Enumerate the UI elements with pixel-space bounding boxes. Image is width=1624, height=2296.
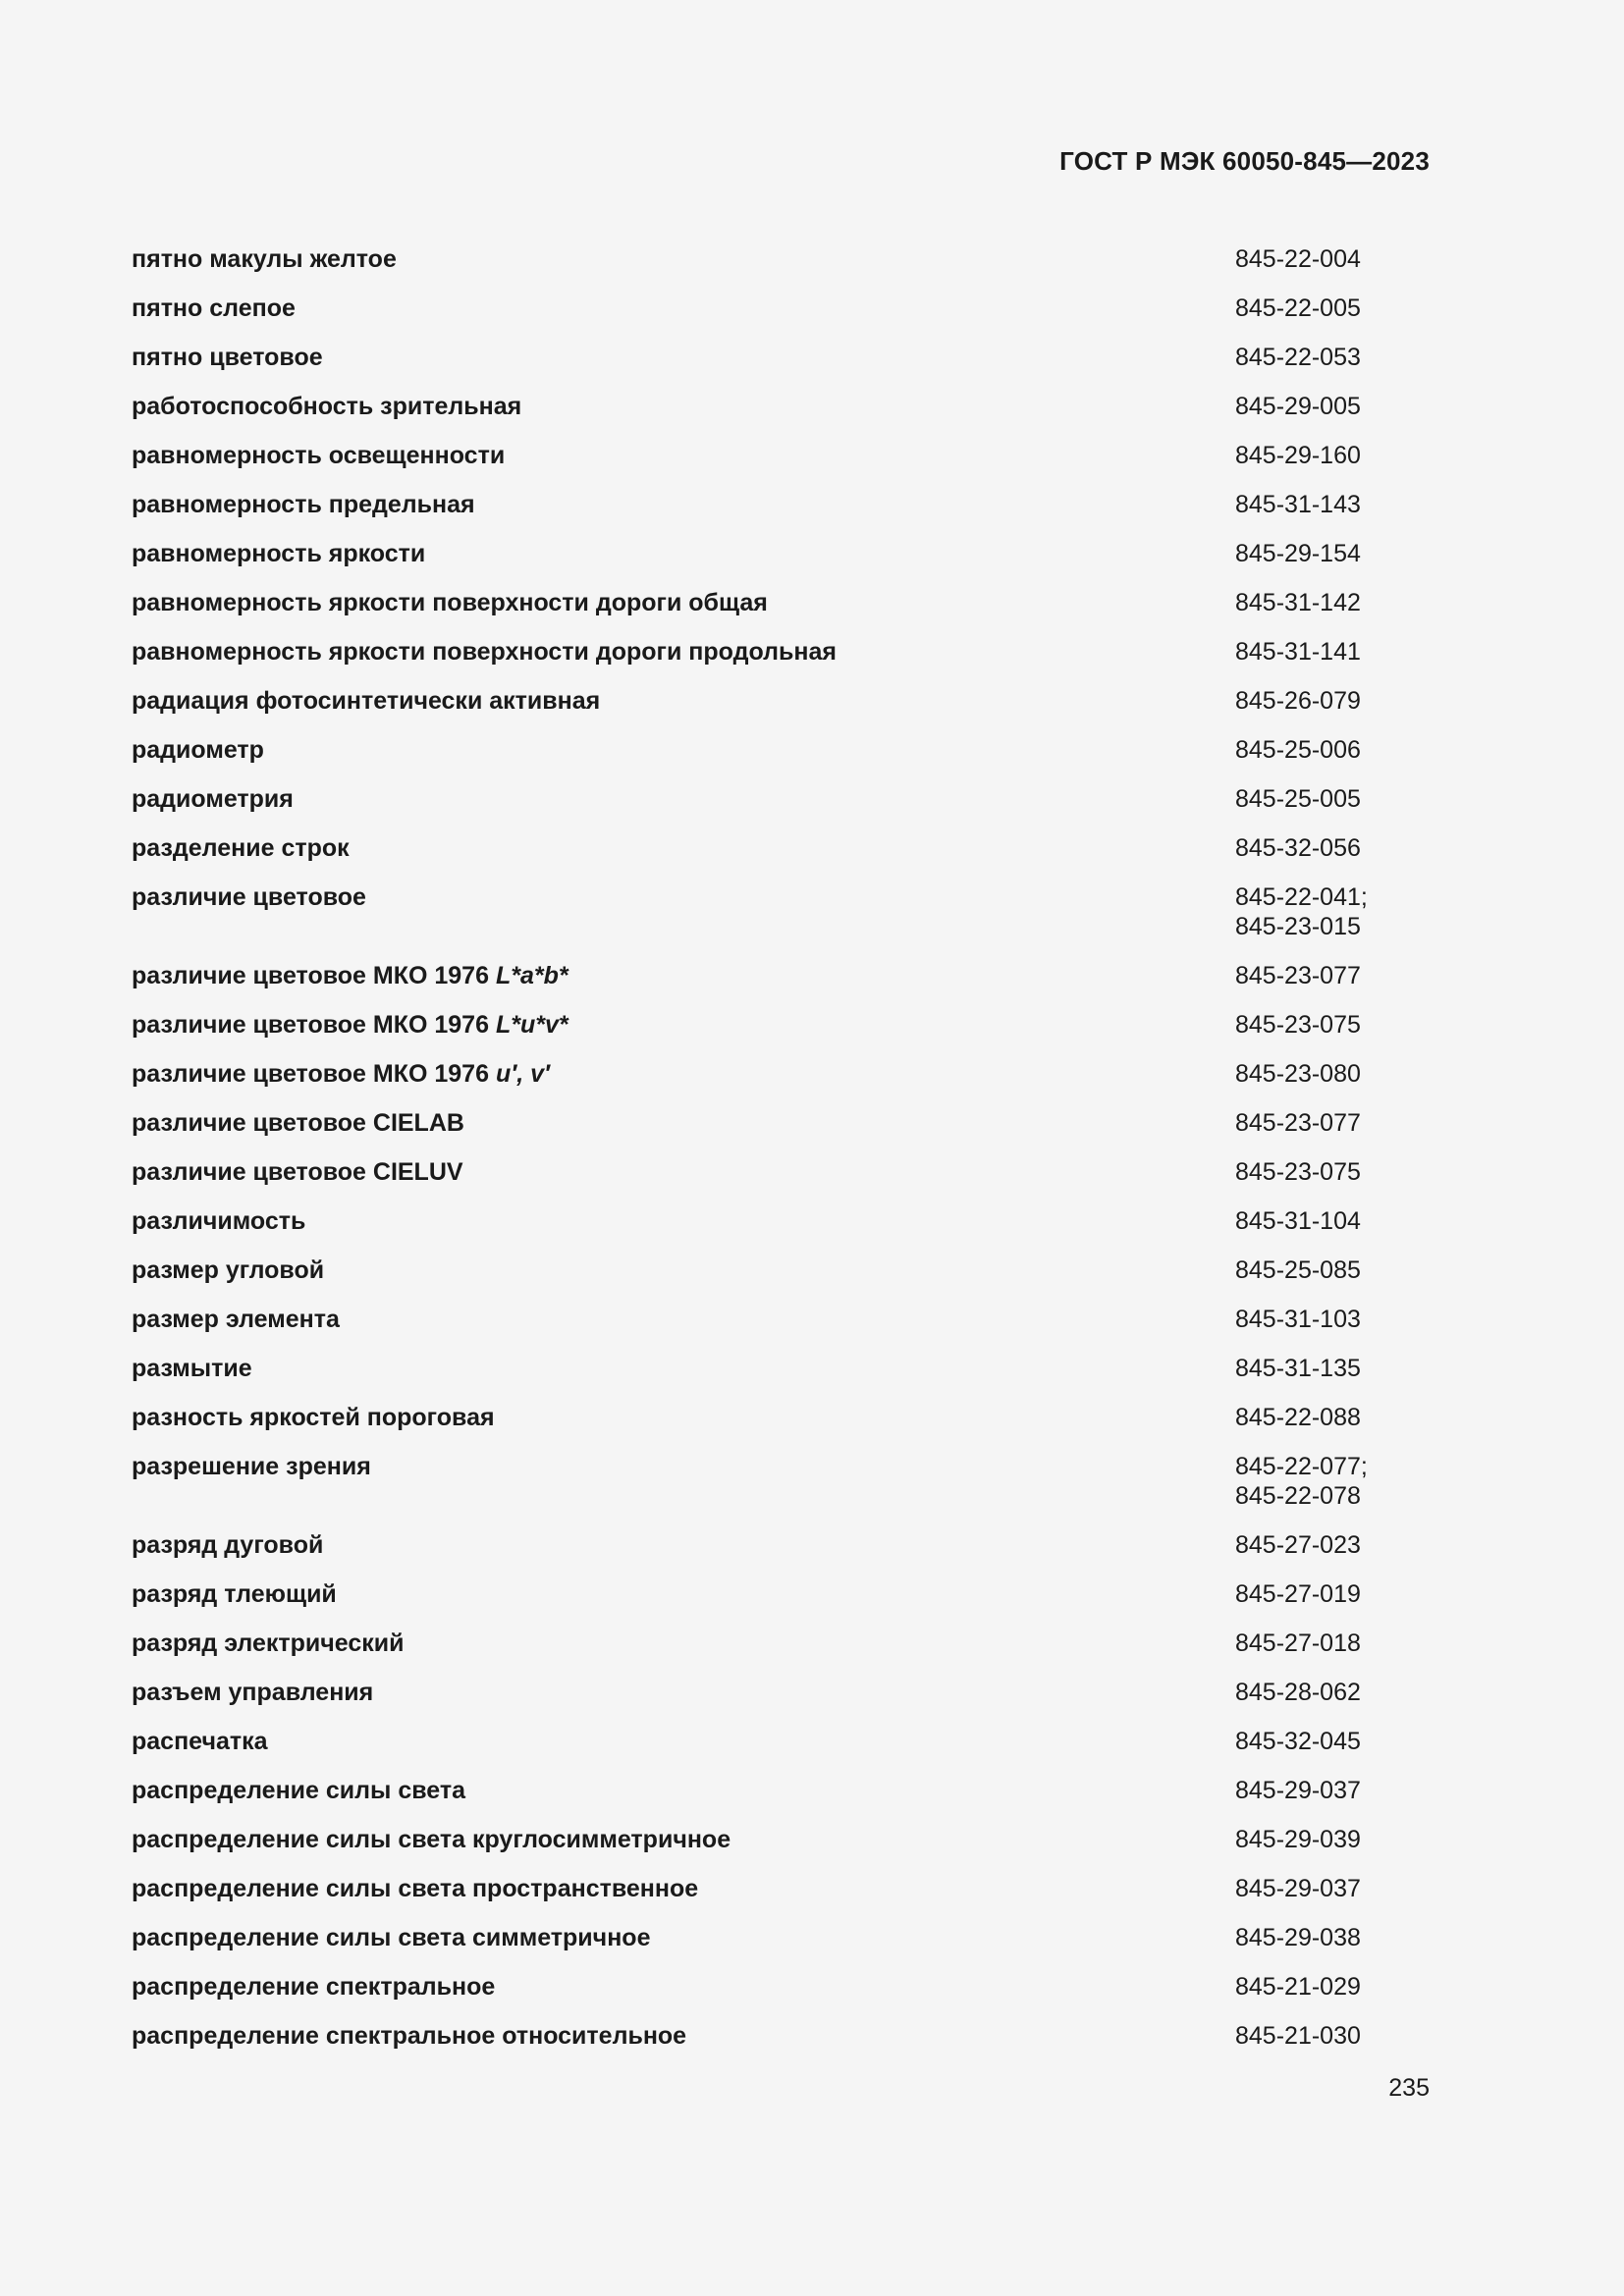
- index-entry-term-text: разряд дуговой: [132, 1531, 324, 1559]
- index-entry-term-text: размытие: [132, 1355, 252, 1382]
- index-entry-term: [132, 1923, 1235, 1952]
- index-entry-term-text: равномерность яркости: [132, 540, 426, 567]
- index-entry-row: [132, 956, 1408, 1005]
- index-entry-term: [132, 1452, 1235, 1481]
- index-entry-term: [132, 1108, 1235, 1138]
- index-entry-row: [132, 1722, 1408, 1771]
- index-entry-codes: [1235, 637, 1361, 667]
- index-entry-term: [132, 1157, 1235, 1187]
- index-entry-code: 845-23-077: [1235, 1109, 1361, 1137]
- index-entry-codes: [1235, 1776, 1361, 1805]
- index-entry-term-text: разрешение зрения: [132, 1453, 371, 1480]
- index-entry-row: [132, 1624, 1408, 1673]
- index-entry-code: 845-23-080: [1235, 1060, 1361, 1088]
- index-entry-codes: [1235, 392, 1361, 421]
- index-entry-codes: [1235, 1874, 1361, 1903]
- index-entry-code: 845-23-075: [1235, 1158, 1361, 1186]
- index-entry-row: [132, 338, 1408, 387]
- index-entry-row: [132, 1967, 1408, 2016]
- index-entry-term-text: равномерность яркости поверхности дороги продольная: [132, 638, 837, 666]
- index-entry-term: [132, 1727, 1235, 1756]
- index-entry-term: [132, 686, 1235, 716]
- index-entry-row: [132, 1103, 1408, 1152]
- index-entry-term: [132, 1776, 1235, 1805]
- index-entry-term-text: различие цветовое CIELUV: [132, 1158, 463, 1186]
- index-entry-codes: [1235, 1825, 1361, 1854]
- index-entry-codes: [1235, 961, 1361, 990]
- index-entry-codes: [1235, 490, 1361, 519]
- index-entry-code: 845-23-075: [1235, 1011, 1361, 1039]
- index-entry-code: 845-29-037: [1235, 1875, 1361, 1902]
- index-entry-term-text: разряд тлеющий: [132, 1580, 337, 1608]
- index-entry-row: [132, 240, 1408, 289]
- index-entry-term-symbol: L*u*v*: [495, 1011, 568, 1039]
- index-entry-codes: [1235, 1579, 1361, 1609]
- index-entry-codes: [1235, 1629, 1361, 1658]
- index-entry-term: [132, 1825, 1235, 1854]
- index-entry-code: 845-31-104: [1235, 1207, 1361, 1235]
- index-entry-row: [132, 485, 1408, 534]
- index-entry-row: [132, 387, 1408, 436]
- index-entry-code: 845-23-015: [1235, 913, 1361, 940]
- index-entry-code: 845-22-088: [1235, 1404, 1361, 1431]
- index-entry-term-text: разделение строк: [132, 834, 350, 862]
- index-entry-codes: [1235, 735, 1361, 765]
- index-entry-codes: [1235, 1727, 1361, 1756]
- index-entry-row: [132, 1349, 1408, 1398]
- index-entry-term-text: распределение спектральное относительное: [132, 2022, 687, 2050]
- index-entry-row: [132, 1201, 1408, 1251]
- index-entry-codes: [1235, 294, 1361, 323]
- index-entry-term-text: распределение силы света круглосимметричное: [132, 1826, 731, 1853]
- index-entry-codes: [1235, 1255, 1361, 1285]
- index-entry-codes: [1235, 1530, 1361, 1560]
- index-entry-term: [132, 735, 1235, 765]
- index-entry-term: [132, 294, 1235, 323]
- index-entry-code: 845-22-053: [1235, 344, 1361, 371]
- index-entry-term-text: различие цветовое CIELAB: [132, 1109, 464, 1137]
- index-entry-row: [132, 1673, 1408, 1722]
- index-entry-code: 845-22-004: [1235, 245, 1361, 273]
- index-entry-row: [132, 1918, 1408, 1967]
- index-entry-term: [132, 490, 1235, 519]
- index-entry-term: [132, 244, 1235, 274]
- index-entry-term-text: различимость: [132, 1207, 306, 1235]
- index-entry-term-text: различие цветовое МКО 1976: [132, 1011, 496, 1039]
- index-entry-codes: [1235, 1206, 1361, 1236]
- index-entry-term-text: различие цветовое МКО 1976: [132, 1060, 496, 1088]
- index-entry-term: [132, 1678, 1235, 1707]
- index-entry-codes: [1235, 1108, 1361, 1138]
- index-entry-term: [132, 961, 1235, 990]
- index-entry-term: [132, 1874, 1235, 1903]
- index-entry-term-text: распределение силы света: [132, 1777, 466, 1804]
- index-entry-code: 845-28-062: [1235, 1679, 1361, 1706]
- index-entry-code: 845-22-077;: [1235, 1453, 1368, 1480]
- index-entry-codes: [1235, 539, 1361, 568]
- index-entry-row: [132, 583, 1408, 632]
- index-entry-code: 845-29-005: [1235, 393, 1361, 420]
- index-entry-row: [132, 1398, 1408, 1447]
- index-entry-code: 845-29-154: [1235, 540, 1361, 567]
- index-entry-code: 845-25-005: [1235, 785, 1361, 813]
- index-entry-term: [132, 833, 1235, 863]
- index-entry-code: 845-32-045: [1235, 1728, 1361, 1755]
- index-entry-code: 845-29-039: [1235, 1826, 1361, 1853]
- index-entry-row: [132, 730, 1408, 779]
- index-entry-row: [132, 779, 1408, 828]
- index-entry-term-text: пятно цветовое: [132, 344, 323, 371]
- index-entry-term: [132, 392, 1235, 421]
- index-entry-term-text: радиометрия: [132, 785, 294, 813]
- index-entry-row: [132, 828, 1408, 878]
- index-entry-term-text: разъем управления: [132, 1679, 374, 1706]
- index-entry-term-text: разность яркостей пороговая: [132, 1404, 495, 1431]
- index-entry-term: [132, 1010, 1235, 1040]
- index-entry-row: [132, 1575, 1408, 1624]
- index-entry-term: [132, 343, 1235, 372]
- index-entry-term-text: размер угловой: [132, 1256, 325, 1284]
- index-entry-code: 845-22-041;: [1235, 883, 1368, 911]
- index-entry-codes: [1235, 1059, 1361, 1089]
- index-entry-term-text: равномерность яркости поверхности дороги общая: [132, 589, 768, 616]
- index-entry-codes: [1235, 1403, 1361, 1432]
- index-entry-code: 845-31-135: [1235, 1355, 1361, 1382]
- index-entry-code: 845-23-077: [1235, 962, 1361, 989]
- index-entry-code: 845-29-160: [1235, 442, 1361, 469]
- index-entry-term: [132, 1403, 1235, 1432]
- index-entry-codes: [1235, 2021, 1361, 2051]
- index-entry-row: [132, 1054, 1408, 1103]
- index-entry-term-symbol: u′, v′: [495, 1060, 550, 1088]
- index-entry-term-symbol: L*a*b*: [495, 962, 568, 989]
- index-entry-term-text: распределение силы света симметричное: [132, 1924, 651, 1951]
- index-entry-codes: [1235, 441, 1361, 470]
- index-entry-code: 845-21-030: [1235, 2022, 1361, 2050]
- index-entry-codes: [1235, 1354, 1361, 1383]
- index-entry-term: [132, 784, 1235, 814]
- index-entry-row: [132, 1447, 1408, 1525]
- index-entry-codes: [1235, 588, 1361, 617]
- index-entry-codes: [1235, 1157, 1361, 1187]
- index-entry-code: 845-21-029: [1235, 1973, 1361, 2001]
- index-entry-codes: [1235, 1010, 1361, 1040]
- index-entry-row: [132, 878, 1408, 956]
- index-entry-codes: [1235, 1305, 1361, 1334]
- index-entry-codes: [1235, 882, 1368, 941]
- index-entry-code: 845-26-079: [1235, 687, 1361, 715]
- index-entry-code: 845-31-142: [1235, 589, 1361, 616]
- index-entry-code: 845-22-005: [1235, 294, 1361, 322]
- index-entry-code: 845-32-056: [1235, 834, 1361, 862]
- index-entry-codes: [1235, 1972, 1361, 2002]
- index-entry-codes: [1235, 1923, 1361, 1952]
- index-entry-term-text: различие цветовое МКО 1976: [132, 962, 496, 989]
- index-entry-term-text: радиометр: [132, 736, 264, 764]
- index-entry-code: 845-31-143: [1235, 491, 1361, 518]
- index-entry-term-text: разряд электрический: [132, 1629, 405, 1657]
- index-entry-code: 845-27-023: [1235, 1531, 1361, 1559]
- index-entry-code: 845-25-006: [1235, 736, 1361, 764]
- index-entry-term: [132, 588, 1235, 617]
- index-entry-code: 845-25-085: [1235, 1256, 1361, 1284]
- index-entry-term: [132, 637, 1235, 667]
- index-entry-term: [132, 1629, 1235, 1658]
- index-entry-row: [132, 1152, 1408, 1201]
- index-entry-term: [132, 1530, 1235, 1560]
- index-entry-code: 845-31-103: [1235, 1306, 1361, 1333]
- page-number: 235: [1388, 2074, 1430, 2102]
- index-entry-term: [132, 441, 1235, 470]
- index-entry-row: [132, 632, 1408, 681]
- index-entry-code: 845-27-019: [1235, 1580, 1361, 1608]
- index-entry-code: 845-29-037: [1235, 1777, 1361, 1804]
- index-entry-codes: [1235, 343, 1361, 372]
- index-entry-row: [132, 681, 1408, 730]
- index-entry-row: [132, 534, 1408, 583]
- index-entry-row: [132, 1525, 1408, 1575]
- index-entry-term: [132, 1255, 1235, 1285]
- index-entry-term-text: размер элемента: [132, 1306, 340, 1333]
- index-entry-term-text: радиация фотосинтетически активная: [132, 687, 601, 715]
- index-entry-code: 845-31-141: [1235, 638, 1361, 666]
- index-entry-row: [132, 289, 1408, 338]
- index-entry-code: 845-29-038: [1235, 1924, 1361, 1951]
- index-entry-term-text: распечатка: [132, 1728, 268, 1755]
- index-entry-row: [132, 1771, 1408, 1820]
- index-entry-row: [132, 1869, 1408, 1918]
- index-entry-term-text: пятно макулы желтое: [132, 245, 397, 273]
- index-entry-codes: [1235, 784, 1361, 814]
- index-entry-term: [132, 882, 1235, 912]
- index-entry-row: [132, 1820, 1408, 1869]
- document-header-title: ГОСТ Р МЭК 60050-845—2023: [1059, 146, 1430, 176]
- index-entry-term-text: равномерность освещенности: [132, 442, 506, 469]
- index-entry-term-text: распределение силы света пространственное: [132, 1875, 699, 1902]
- index-entry-row: [132, 1005, 1408, 1054]
- index-entry-term-text: распределение спектральное: [132, 1973, 496, 2001]
- index-entry-term: [132, 1305, 1235, 1334]
- index-entry-term-text: работоспособность зрительная: [132, 393, 522, 420]
- index-entry-term-text: различие цветовое: [132, 883, 366, 911]
- index-entry-term: [132, 1206, 1235, 1236]
- index-entry-codes: [1235, 686, 1361, 716]
- index-entry-codes: [1235, 833, 1361, 863]
- index-entry-row: [132, 436, 1408, 485]
- index-entry-term: [132, 1579, 1235, 1609]
- index-entry-term: [132, 1972, 1235, 2002]
- index-entry-codes: [1235, 1452, 1368, 1511]
- index-entry-codes: [1235, 244, 1361, 274]
- index-entry-term-text: пятно слепое: [132, 294, 296, 322]
- index-entry-term: [132, 1059, 1235, 1089]
- index-entry-code: 845-22-078: [1235, 1482, 1361, 1510]
- index-entries-list: [132, 240, 1408, 2065]
- index-entry-row: [132, 1300, 1408, 1349]
- index-entry-row: [132, 2016, 1408, 2065]
- index-entry-term: [132, 2021, 1235, 2051]
- index-entry-code: 845-27-018: [1235, 1629, 1361, 1657]
- index-entry-term: [132, 539, 1235, 568]
- index-entry-row: [132, 1251, 1408, 1300]
- index-entry-term-text: равномерность предельная: [132, 491, 475, 518]
- index-entry-term: [132, 1354, 1235, 1383]
- index-entry-codes: [1235, 1678, 1361, 1707]
